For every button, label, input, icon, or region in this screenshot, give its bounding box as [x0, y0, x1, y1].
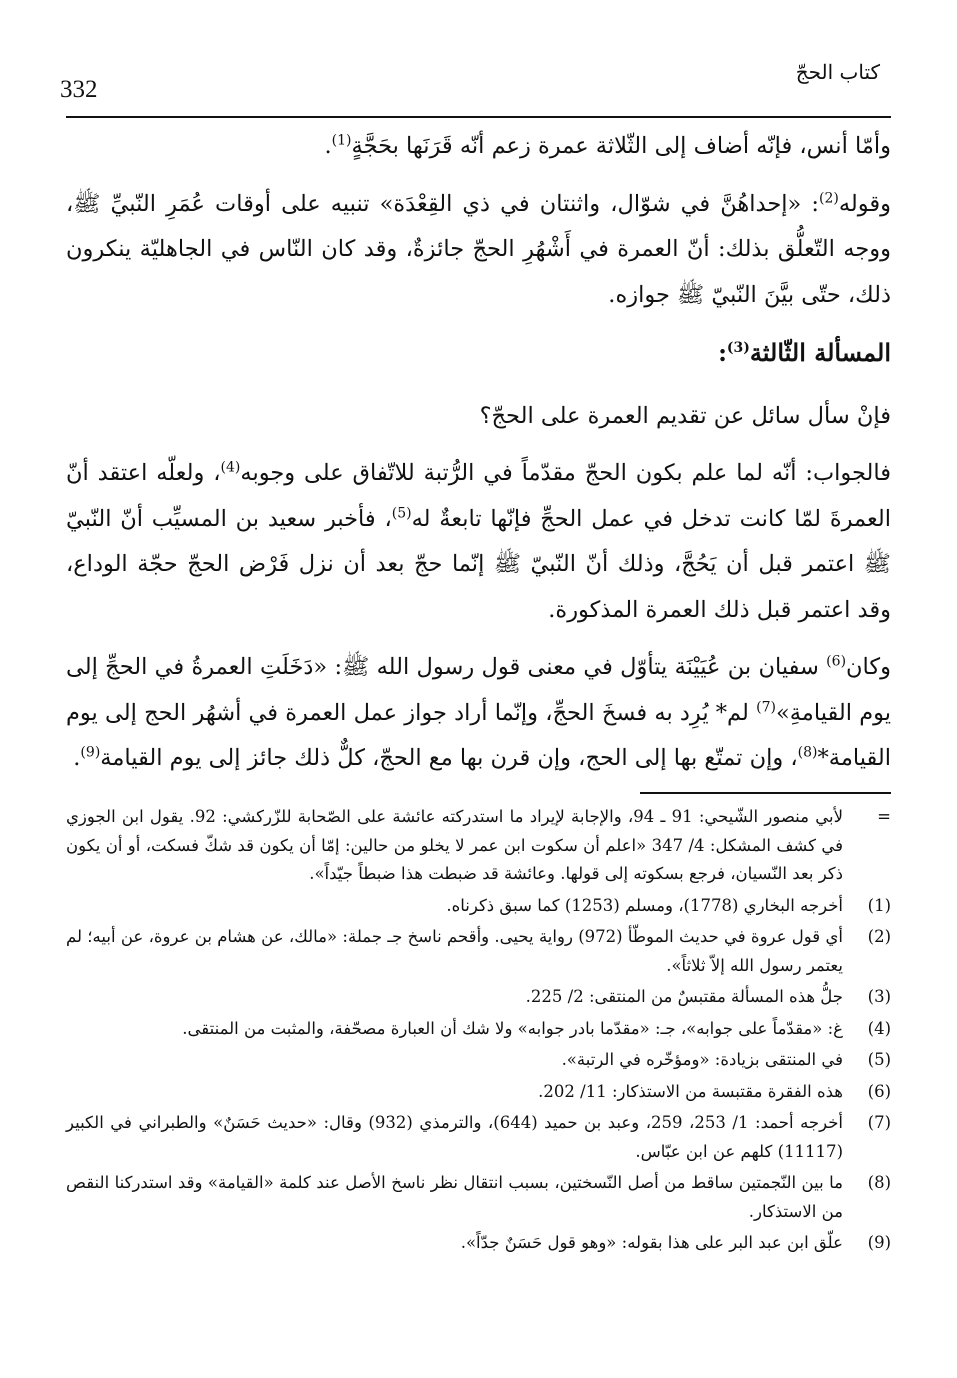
footnote-number: (9) — [867, 1233, 891, 1252]
footnote-ref-4: (4) — [220, 459, 241, 476]
running-header-title: كتاب الحجّ — [795, 60, 880, 84]
paragraph-qawluhu: وقوله$^{(2)}$: «إحداهُنَّ في شوّال، واثنتان في ذي القِعْدَة» تنبيه على أوقات عُمَرِ النّبيِّ ﷺ، ووجه التّعلُّق بذلك: أنّ العمرة في أَشْهُرِ الحجّ جائزةٌ، وقد كان النّاس في الجاهليّة ينكرون ذلك، حتّى بيَّنَ النّبيّ ﷺ جوازه. — [66, 190, 891, 308]
footnote-1 — [66, 892, 891, 921]
footnote-text: غ: «مقدّماً على جوابه»، جـ: «مقدّما بادر جوابه» ولا شك أن العبارة مصحّفة، والمثبت من المنتقى. — [182, 1018, 843, 1038]
page-number: 332 — [60, 76, 98, 103]
footnote-3 — [66, 983, 891, 1012]
footnote-7 — [66, 1109, 891, 1166]
footnote-ref-9: (9) — [80, 744, 101, 761]
footnote-text: أخرجه البخاري (1778)، ومسلم (1253) كما سبق ذكرناه. — [446, 895, 843, 915]
footnote-ref-2: (2) — [818, 190, 839, 206]
footnote-text: هذه الفقرة مقتبسة من الاستذكار: 11/ 202. — [538, 1081, 843, 1101]
continuation-text: لأبي منصور الشّيحي: 91 ـ 94، والإجابة لإيراد ما استدركته عائشة على الصّحابة للزّركشي: 92. يقول ابن الجوزي في كشف المشكل: 4/ 347 «اعلم أن سكوت ابن عمر لا يخلو من حالين: إمّا أن يكون قد شكّ فسكت، أو أن يكون ذكر بعد النّسيان، فرجع بسكوته إلى قولها. وعائشة قد ضبطت هذا ضبطاً جيّداً». — [66, 807, 843, 883]
footnote-number: (8) — [867, 1173, 891, 1192]
paragraph-anas: وأمّا أنس، فإنّه أضاف إلى الثّلاثة عمرة زعم أنّه قَرَنَها بحَجَّةٍ$^{(1)}$. — [324, 132, 891, 159]
footnote-number: (6) — [867, 1081, 891, 1101]
footnote-8 — [66, 1169, 891, 1226]
footnote-2 — [66, 923, 891, 980]
footnote-continuation — [66, 803, 891, 889]
footnote-number: (1) — [867, 895, 891, 915]
footnote-ref-8: (8) — [797, 744, 818, 761]
paragraph-question: فإنْ سأل سائل عن تقديم العمرة على الحجّ؟ — [479, 402, 891, 429]
continuation-marker: = — [877, 807, 891, 826]
footnote-number: (3) — [867, 987, 891, 1006]
footnote-ref-6: (6) — [826, 653, 847, 670]
footnote-ref-1: (1) — [331, 132, 352, 149]
footnote-text: أخرجه أحمد: 1/ 253، 259، وعبد بن حميد (644)، والترمذي (932) وقال: «حديث حَسَنٌ» والطبراني في الكبير (11117) كلهم عن ابن عبّاس. — [66, 1113, 844, 1161]
footnote-number: (4) — [867, 1018, 891, 1038]
footnote-text: علّق ابن عبد البر على هذا بقوله: «وهو قول حَسَنٌ جدّاً». — [460, 1233, 843, 1252]
footnote-text: ما بين النّجمتين ساقط من أصل النّسختين، بسبب انتقال نظر ناسخ الأصل عند كلمة «القيامة» وقد استدركنا النقص من الاستذكار. — [66, 1173, 843, 1221]
footnote-number: (2) — [867, 927, 891, 946]
header-rule — [66, 116, 891, 118]
footnote-text: جلُّ هذه المسألة مقتبسٌ من المنتقى: 2/ 225. — [525, 987, 843, 1006]
footnote-ref-7: (7) — [756, 699, 776, 715]
footnote-text: في المنتقى بزيادة: «ومؤخّره في الرتبة». — [561, 1050, 843, 1069]
footnote-text: أي قول عروة في حديث الموطّأ (972) رواية يحيى. وأقحم ناسخ جـ جملة: «مالك، عن هشام بن عروة، عن أبيه؛ لم يعتمر رسول الله إلاّ ثلاثاً». — [66, 927, 843, 975]
section-heading: المسألة الثّالثة$^{(3)}$: — [718, 338, 891, 367]
footnote-number: (5) — [867, 1050, 891, 1069]
footnote-separator — [640, 792, 891, 794]
footnote-5 — [66, 1046, 891, 1075]
paragraph-sufyan: وكان$^{(6)}$ سفيان بن عُيَيْنَة يتأوّل في معنى قول رسول الله ﷺ: «دَخَلَتِ العمرةُ في الحجِّ إلى يوم القيامةِ»$^{(7)}$ لم* يُرِد به فسخَ الحجِّ، وإنّما أراد جواز عمل العمرة في أشهُر الحج إلى يوم القيامة*$^{(8)}$، وإن تمتّع بها إلى الحج، وإن قرن بها مع الحجّ، كلٌّ ذلك جائز إلى يوم القيامة$^{(9)}$. — [66, 653, 892, 771]
footnote-ref-3: (3) — [726, 340, 750, 356]
footnote-4 — [66, 1015, 891, 1044]
footnotes — [66, 803, 891, 1261]
footnote-9 — [66, 1229, 891, 1258]
main-text — [66, 124, 891, 794]
footnote-ref-5: (5) — [391, 505, 412, 521]
footnote-number: (7) — [867, 1113, 891, 1132]
footnote-6 — [66, 1078, 891, 1107]
paragraph-answer: فالجواب: أنّه لما علم بكون الحجّ مقدّماً في الرُّتبة للاتّفاق على وجوبه$^{(4)}$، ولعلّه اعتقد أنّ العمرةَ لمّا كانت تدخل في عمل الحجِّ فإنّها تابعةٌ له$^{(5)}$، فأخبر سعيد بن المسيِّب أنّ النّبيّ ﷺ اعتمر قبل أن يَحُجَّ، وذلك أنّ النّبيّ ﷺ إنّما حجّ بعد أن نزل فَرْض الحجّ حجّة الوداع، وقد اعتمر قبل ذلك العمرة المذكورة. — [66, 459, 891, 623]
